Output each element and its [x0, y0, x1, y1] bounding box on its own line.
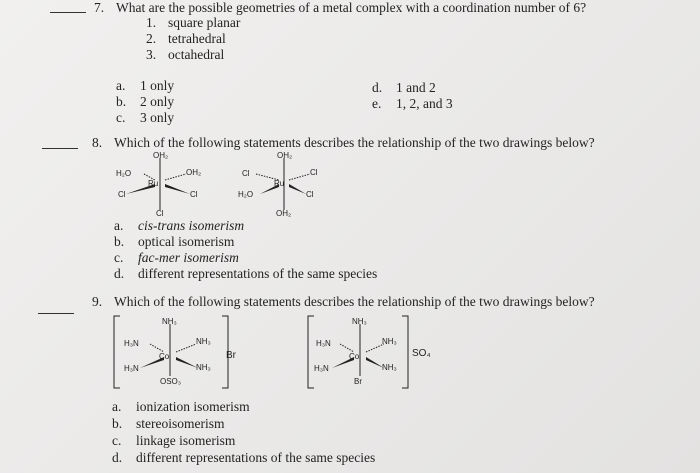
top-ligand: NH₃: [352, 317, 367, 326]
answer-blank-q7: [50, 12, 86, 13]
counter-ion: Br: [226, 350, 236, 361]
choice-letter: a.: [114, 218, 124, 233]
choice-letter: d.: [112, 450, 123, 465]
choice-text: different representations of the same species: [136, 450, 376, 465]
choice-text: ionization isomerism: [136, 399, 250, 414]
metal-center: Ru: [148, 179, 159, 188]
question-text: Which of the following statements describes the relationship of the two drawings below?: [114, 294, 595, 309]
question-number: 8.: [92, 135, 103, 150]
bottom-ligand: Cl: [156, 209, 164, 218]
answer-blank-q8: [42, 148, 78, 149]
metal-center: Ru: [274, 179, 285, 188]
upper-left-ligand: H₂O: [116, 169, 132, 178]
top-ligand: OH₂: [277, 151, 293, 160]
metal-center: Co: [159, 352, 170, 361]
top-ligand: OH₂: [153, 151, 169, 160]
lower-right-ligand: Cl: [190, 190, 198, 199]
choice-text: fac-mer isomerism: [138, 250, 239, 265]
answer-blank-q9: [38, 313, 74, 314]
list-number: 1.: [146, 15, 157, 30]
question-number: 9.: [92, 294, 103, 309]
upper-right-ligand: Cl: [310, 168, 318, 177]
choice-letter: b.: [112, 416, 123, 431]
top-ligand: NH₃: [162, 317, 177, 326]
lower-left-ligand: H₃N: [314, 364, 329, 373]
question-text: What are the possible geometries of a metal complex with a coordination number of 6?: [116, 0, 587, 15]
choice-letter: b.: [114, 234, 125, 249]
list-item: octahedral: [168, 47, 225, 62]
choice-text: 2 only: [140, 94, 175, 109]
choice-letter: b.: [116, 94, 127, 109]
ru-complex-drawing-1: [110, 150, 220, 218]
choice-letter: d.: [114, 266, 125, 281]
ru-complex-drawing-2: [234, 150, 344, 218]
list-number: 2.: [146, 31, 157, 46]
question-text: Which of the following statements describes the relationship of the two drawings below?: [114, 135, 595, 150]
upper-left-ligand: H₃N: [316, 339, 331, 348]
choice-letter: d.: [372, 80, 383, 95]
choice-letter: c.: [112, 433, 122, 448]
choice-text: optical isomerism: [138, 234, 235, 249]
lower-right-ligand: NH₃: [196, 363, 211, 372]
metal-center: Co: [349, 352, 360, 361]
co-complex-drawing-2: [300, 310, 450, 398]
upper-right-ligand: NH₃: [382, 337, 397, 346]
choice-text: 3 only: [140, 110, 175, 125]
lower-left-ligand: H₃N: [124, 364, 139, 373]
choice-letter: e.: [372, 96, 382, 111]
list-number: 3.: [146, 47, 157, 62]
choice-letter: c.: [114, 250, 124, 265]
bottom-ligand: OH₂: [276, 209, 292, 218]
choice-text: cis-trans isomerism: [138, 218, 245, 233]
counter-ion: SO₄: [412, 348, 431, 359]
upper-left-ligand: Cl: [242, 169, 250, 178]
choice-text: stereoisomerism: [136, 416, 225, 431]
upper-right-ligand: NH₃: [196, 337, 211, 346]
choice-text: 1 only: [140, 78, 175, 93]
co-complex-drawing-1: [110, 310, 260, 398]
lower-left-ligand: H₂O: [238, 190, 254, 199]
lower-left-ligand: Cl: [118, 190, 126, 199]
choice-text: 1, 2, and 3: [396, 96, 453, 111]
lower-right-ligand: NH₃: [382, 363, 397, 372]
choice-letter: c.: [116, 110, 126, 125]
choice-letter: a.: [112, 399, 122, 414]
choice-text: 1 and 2: [396, 80, 436, 95]
question-number: 7.: [94, 0, 105, 15]
upper-left-ligand: H₃N: [124, 339, 139, 348]
bottom-ligand: Br: [354, 377, 362, 386]
choice-letter: a.: [116, 78, 126, 93]
upper-right-ligand: OH₂: [186, 168, 202, 177]
list-item: square planar: [168, 15, 241, 30]
list-item: tetrahedral: [168, 31, 226, 46]
bottom-ligand: OSO₃: [160, 377, 182, 386]
choice-text: different representations of the same species: [138, 266, 378, 281]
lower-right-ligand: Cl: [306, 190, 314, 199]
choice-text: linkage isomerism: [136, 433, 236, 448]
